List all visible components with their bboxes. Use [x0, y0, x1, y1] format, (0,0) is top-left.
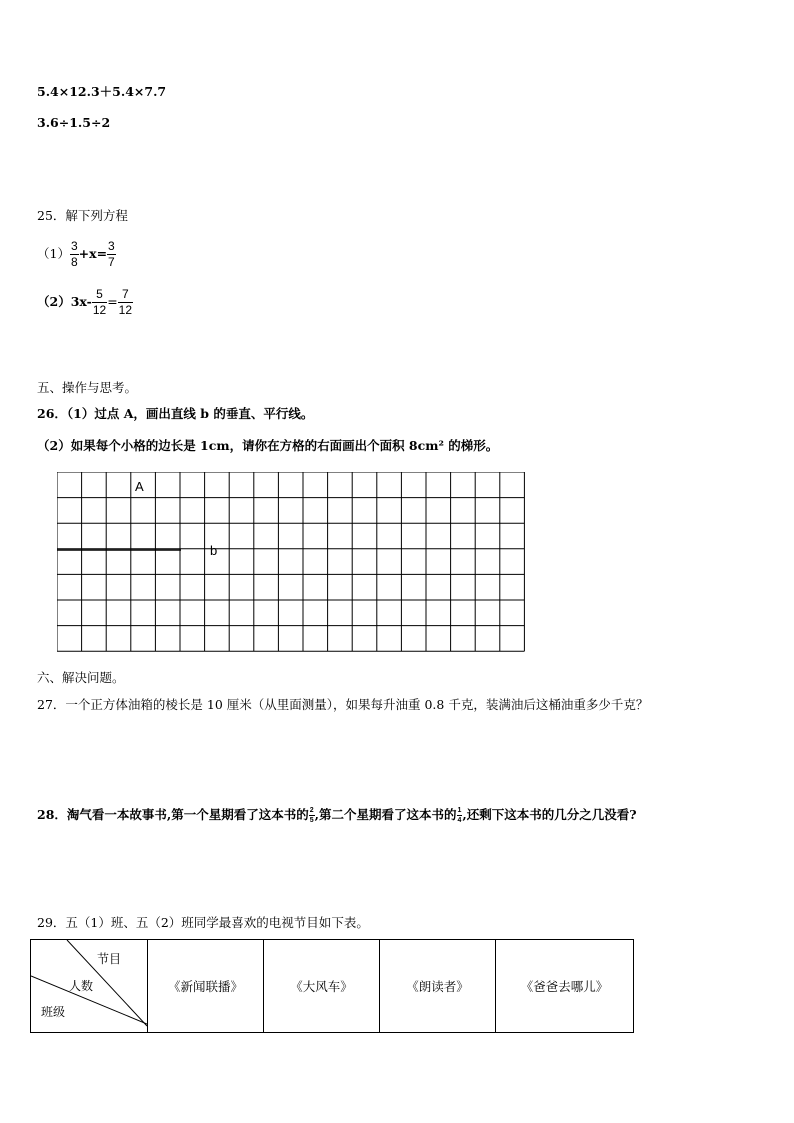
tv-program-table — [30, 939, 634, 1033]
header-class: 班级 — [41, 1005, 66, 1019]
q29-title: 29．五（1）班、五（2）班同学最喜欢的电视节目如下表。 — [37, 915, 369, 930]
program-2: 《大风车》 — [264, 940, 380, 1033]
eq1-f1-den: 8 — [70, 255, 78, 269]
eq2-fraction-1 — [92, 288, 107, 317]
eq2-f1-num: 5 — [92, 288, 107, 303]
eq1-fraction-2 — [107, 240, 116, 269]
q28-part-2: ,第二个星期看了这本书的 — [314, 807, 457, 822]
eq1-f2-num: 3 — [108, 239, 115, 253]
eq1-f1-num: 3 — [70, 239, 78, 253]
program-3: 《朗读者》 — [380, 940, 496, 1033]
q28-f1-den: 5 — [309, 817, 314, 824]
eq2-mid: = — [107, 294, 118, 309]
q28-part-1: 28．淘气看一本故事书,第一个星期看了这本书的 — [37, 807, 309, 822]
program-4: 《爸爸去哪儿》 — [496, 940, 634, 1033]
q28-text — [37, 804, 637, 826]
table-row — [31, 940, 634, 1033]
eq2-fraction-2 — [118, 288, 133, 317]
section-6-title: 六、解决问题。 — [37, 670, 125, 685]
q28-f2-num: 1 — [457, 807, 462, 814]
header-count: 人数 — [69, 979, 94, 993]
table-header-diagonal — [31, 940, 148, 1033]
q28-f2-den: 4 — [457, 817, 462, 824]
square-grid — [57, 472, 525, 652]
q25-equation-2 — [37, 284, 133, 320]
q27-text: 27．一个正方体油箱的棱长是 10 厘米（从里面测量），如果每升油重 0.8 千克，装满油后这桶油重多少千克？ — [37, 697, 649, 712]
q26-part-1: 26．（1）过点 A，画出直线 b 的垂直、平行线。 — [37, 406, 314, 421]
header-topic: 节目 — [97, 952, 122, 966]
calc-line-1: 5.4×12.3＋5.4×7.7 — [37, 84, 167, 99]
section-5-title: 五、操作与思考。 — [37, 380, 138, 395]
eq2-label: （2）3x- — [37, 294, 92, 309]
q25-title: 25．解下列方程 — [37, 208, 128, 223]
q26-part-2: （2）如果每个小格的边长是 1cm，请你在方格的右面画出个面积 8cm² 的梯形。 — [37, 438, 499, 453]
eq1-label: （1） — [37, 246, 70, 261]
q25-equation-1 — [37, 236, 116, 272]
point-a-label: A — [135, 479, 144, 494]
eq1-mid: +x= — [78, 246, 108, 261]
calc-line-2: 3.6÷1.5÷2 — [37, 115, 111, 130]
eq1-f2-den: 7 — [108, 255, 115, 269]
eq2-f2-den: 12 — [118, 303, 133, 317]
q28-f1-num: 2 — [309, 807, 314, 814]
line-b-label: b — [210, 543, 218, 558]
eq2-f2-num: 7 — [118, 288, 133, 303]
q28-part-3: ,还剩下这本书的几分之几没看? — [462, 807, 637, 822]
program-1: 《新闻联播》 — [148, 940, 264, 1033]
eq1-fraction-1 — [70, 240, 79, 269]
eq2-f1-den: 12 — [92, 303, 107, 317]
